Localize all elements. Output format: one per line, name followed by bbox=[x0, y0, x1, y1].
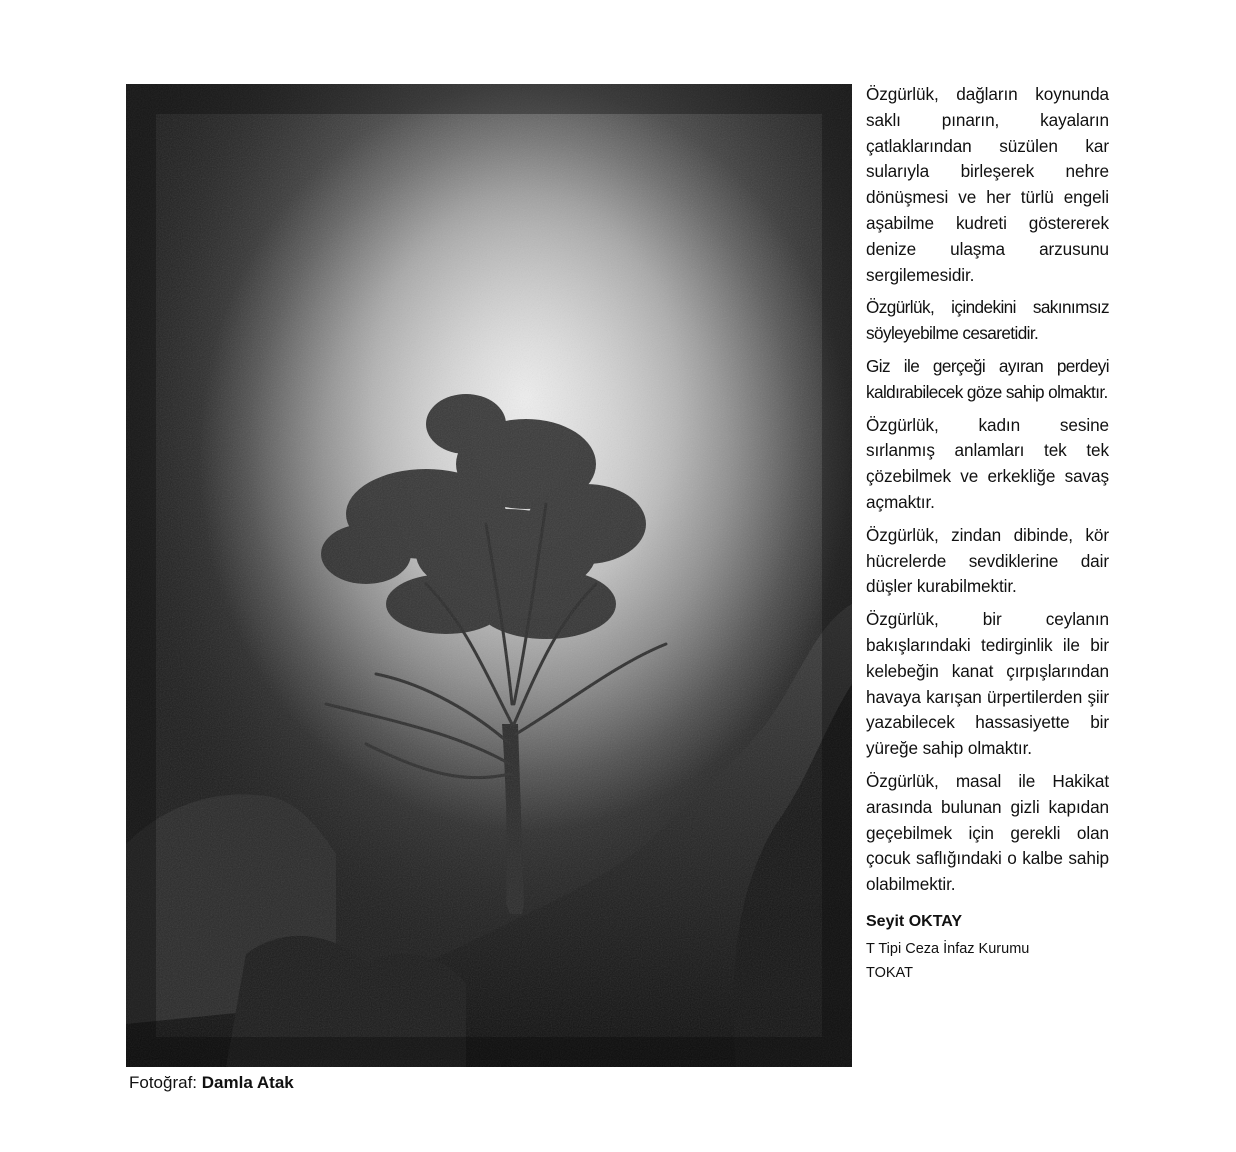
photographer-name: Damla Atak bbox=[201, 1073, 294, 1092]
tree-photograph bbox=[126, 84, 852, 1067]
tree-photograph-drawing bbox=[126, 84, 852, 1067]
paragraph: Özgürlük, dağların koynunda saklı pınarın, kayaların çatlaklarından süzülen kar sularıyla birleşerek nehre dönüşmesi ve her türlü engeli aşabilme kudreti göstererek denize ulaşma arzusunu sergilemesidir. bbox=[866, 84, 1109, 285]
caption-prefix: Fotoğraf: bbox=[129, 1073, 202, 1092]
paragraph: Özgürlük, bir ceylanın bakışlarındaki tedirginlik ile bir kelebeğin kanat çırpışlarından havaya karışan ürpertilerden şiir yazabilecek hassasiyette bir yüreğe sahip olmaktır. bbox=[866, 609, 1109, 759]
paragraph: Özgürlük, içindekini sakınımsız söyleyebilme cesaretidir. bbox=[866, 297, 1109, 344]
paragraph: Giz ile gerçeği ayıran perdeyi kaldırabilecek göze sahip olmaktır. bbox=[866, 355, 1109, 402]
poem-text-column bbox=[866, 82, 1109, 985]
paragraph: Özgürlük, zindan dibinde, kör hücrelerde sevdiklerine dair düşler kurabilmektir. bbox=[866, 524, 1109, 597]
photo-caption bbox=[129, 1072, 294, 1094]
author-name: Seyit OKTAY bbox=[866, 912, 963, 930]
author-institution: T Tipi Ceza İnfaz Kurumu bbox=[866, 940, 1030, 957]
paragraph: Özgürlük, masal ile Hakikat arasında bulunan gizli kapıdan geçebilmek için gerekli olan çocuk saflığındaki o kalbe sahip olabilmektir. bbox=[866, 770, 1109, 895]
author-city: TOKAT bbox=[866, 964, 913, 981]
paragraph: Özgürlük, kadın sesine sırlanmış anlamları tek tek çözebilmek ve erkekliğe savaş açmaktır. bbox=[866, 414, 1109, 512]
